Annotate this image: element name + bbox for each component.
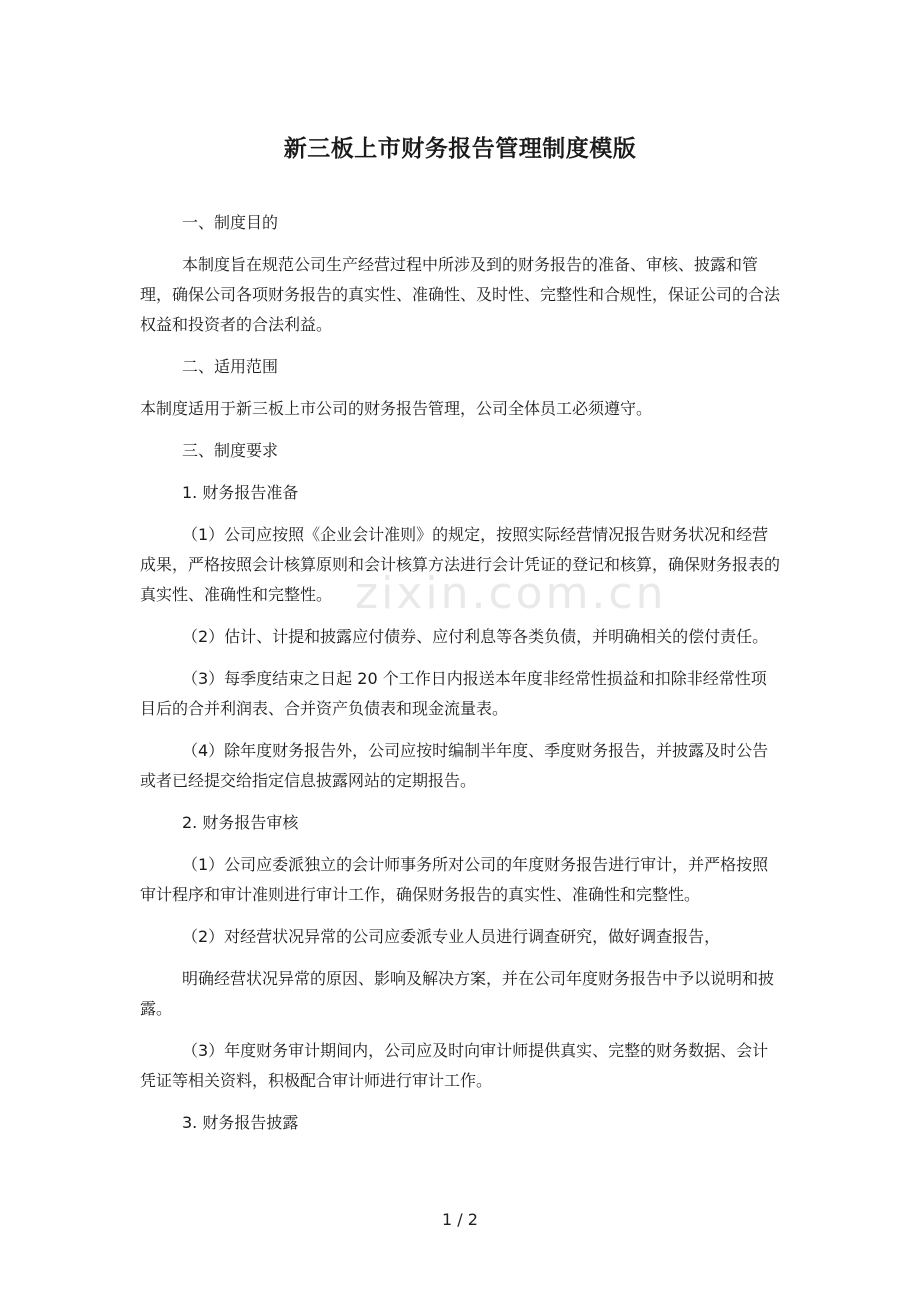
list-item: （1）公司应委派独立的会计师事务所对公司的年度财务报告进行审计，并严格按照审计程序和审计准则进行审计工作，确保财务报告的真实性、准确性和完整性。	[140, 855, 769, 904]
subsection-heading-review: 2. 财务报告审核	[182, 813, 299, 832]
section-heading-purpose: 一、制度目的	[182, 213, 279, 232]
list-item: （3）年度财务审计期间内，公司应及时向审计师提供真实、完整的财务数据、会计凭证等相关资料，积极配合审计师进行审计工作。	[140, 1041, 769, 1090]
document-body	[140, 208, 782, 1150]
list-item-continuation: 明确经营状况异常的原因、影响及解决方案，并在公司年度财务报告中予以说明和披露。	[140, 969, 775, 1018]
section-heading-scope: 二、适用范围	[182, 357, 279, 376]
list-item: （3）每季度结束之日起 20 个工作日内报送本年度非经常性损益和扣除非经常性项目后的合并利润表、合并资产负债表和现金流量表。	[140, 669, 767, 718]
section-heading-requirements: 三、制度要求	[182, 441, 279, 460]
list-item: （2）对经营状况异常的公司应委派专业人员进行调查研究，做好调查报告，	[182, 927, 721, 946]
paragraph-purpose: 本制度旨在规范公司生产经营过程中所涉及到的财务报告的准备、审核、披露和管理，确保公司各项财务报告的真实性、准确性、及时性、完整性和合规性，保证公司的合法权益和投资者的合法利益。	[140, 255, 781, 334]
list-item: （4）除年度财务报告外，公司应按时编制半年度、季度财务报告，并披露及时公告或者已经提交给指定信息披露网站的定期报告。	[140, 741, 769, 790]
subsection-heading-preparation: 1. 财务报告准备	[182, 483, 299, 502]
list-item: （1）公司应按照《企业会计准则》的规定，按照实际经营情况报告财务状况和经营成果，严格按照会计核算原则和会计核算方法进行会计凭证的登记和核算，确保财务报表的真实性、准确性和完整性。	[140, 525, 781, 604]
document-title: 新三板上市财务报告管理制度模版	[283, 136, 637, 162]
paragraph-scope: 本制度适用于新三板上市公司的财务报告管理，公司全体员工必须遵守。	[140, 399, 653, 418]
subsection-heading-disclosure: 3. 财务报告披露	[182, 1113, 299, 1132]
page-number: 1 / 2	[442, 1210, 478, 1229]
watermark: zixin.com.cn	[355, 568, 667, 619]
list-item: （2）估计、计提和披露应付债券、应付利息等各类负债，并明确相关的偿付责任。	[182, 627, 769, 646]
